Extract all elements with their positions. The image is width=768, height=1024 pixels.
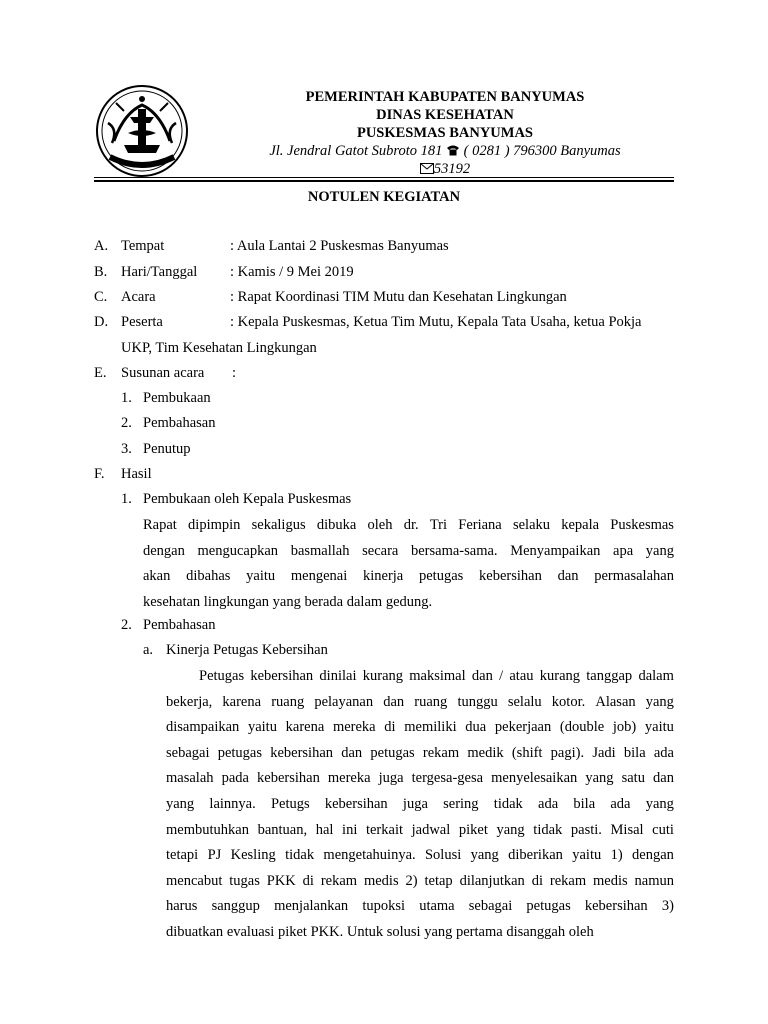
word: menjalankan	[274, 898, 349, 915]
word: mereka	[332, 719, 376, 736]
word: lainnya.	[209, 796, 256, 812]
word: sekaligus	[251, 517, 306, 533]
word: yang	[272, 593, 305, 610]
hasil-label: Hasil	[121, 466, 152, 482]
word: oleh	[367, 517, 393, 533]
word: akan	[143, 568, 171, 584]
letterhead-postcode-line	[250, 160, 640, 178]
info-value: : Kamis / 9 Mei 2019	[230, 264, 354, 280]
paragraph-line	[166, 717, 674, 737]
word: Puskesmas	[610, 517, 674, 533]
word: Rapat	[143, 517, 177, 533]
word: di	[531, 872, 543, 889]
info-value: : Kepala Puskesmas, Ketua Tim Mutu, Kepala Tata Usaha, ketua Pokja	[230, 314, 642, 330]
word: dr.	[403, 517, 419, 533]
susunan-item-1: Pembukaan	[143, 390, 211, 406]
info-letter: A.	[94, 238, 109, 254]
word: sanggup	[211, 898, 260, 915]
word: di	[384, 719, 396, 736]
word: terkait	[365, 821, 404, 838]
susunan-letter: E.	[94, 365, 107, 381]
word: pagi).	[550, 744, 585, 761]
hasil-letter: F.	[94, 466, 105, 482]
word: kebersihan	[257, 770, 320, 787]
word: yang	[496, 821, 525, 838]
letterhead-line-1: PEMERINTAH KABUPATEN BANYUMAS	[305, 89, 585, 105]
word: bila	[573, 796, 596, 812]
word: pertama	[456, 924, 507, 940]
paragraph-line	[166, 871, 674, 891]
word: bersama-sama.	[410, 542, 498, 559]
word: medis	[593, 872, 628, 889]
word: ruang	[414, 693, 448, 710]
word: petugas	[370, 744, 415, 761]
word: tidak	[533, 821, 563, 838]
word: tupoksi	[362, 898, 406, 915]
sub-a-letter: a.	[143, 642, 154, 658]
word: tunggu	[457, 693, 498, 710]
word: kurang	[362, 668, 403, 684]
word: atau	[509, 668, 534, 684]
letterhead-address-line	[250, 142, 640, 160]
word: namun	[634, 872, 674, 889]
word: kebersihan	[584, 898, 648, 915]
word: cuti	[652, 821, 674, 838]
word: Misal	[610, 821, 644, 838]
info-label: Tempat	[121, 238, 165, 254]
word: (double	[559, 719, 605, 736]
word: ada	[538, 796, 559, 812]
word: mengenai	[290, 568, 348, 584]
word: Kesling	[230, 847, 276, 864]
word: Solusi	[424, 847, 462, 864]
paragraph-line	[166, 896, 674, 916]
word: tanggap	[586, 668, 633, 684]
word: utama	[419, 898, 455, 915]
word: dibuatkan	[166, 924, 227, 940]
word: medik	[467, 744, 504, 761]
word: kebersihan	[324, 796, 388, 812]
word: dan	[383, 693, 405, 710]
word: sebagai	[166, 744, 210, 761]
word: ada	[610, 796, 631, 812]
word: bekerja,	[166, 693, 213, 710]
word: dalam	[638, 668, 674, 684]
word: petugas	[217, 744, 262, 761]
word: lingkungan	[203, 593, 273, 610]
word: berada	[304, 593, 347, 610]
word: kurang	[539, 668, 581, 684]
word: mengucapkan	[197, 542, 279, 559]
word: yang	[585, 770, 614, 787]
word: dan	[653, 770, 674, 787]
word: tergesa-gesa	[411, 770, 484, 787]
word: dan	[341, 744, 363, 761]
word: membutuhkan	[166, 821, 249, 838]
word: (shift	[511, 744, 543, 761]
susunan-item-2-number: 2.	[121, 415, 132, 431]
word: juga	[378, 770, 404, 787]
paragraph-line	[166, 922, 674, 942]
word: pekerjaan	[494, 719, 552, 736]
word: sebagai	[468, 898, 513, 915]
word: mengetahuinya.	[323, 847, 416, 864]
word: apa	[613, 542, 634, 559]
info-label: Acara	[121, 289, 156, 305]
word: mereka	[327, 770, 371, 787]
word: dan	[471, 668, 493, 684]
susunan-item-3: Penutup	[143, 441, 191, 457]
word: Petugas	[199, 668, 245, 684]
word: dua	[465, 719, 487, 736]
word: yaitu	[572, 847, 602, 864]
word: tugas	[229, 872, 260, 889]
word: pasti.	[570, 821, 602, 838]
paragraph-line	[166, 845, 674, 865]
paragraph-line	[143, 566, 674, 586]
info-value: : Rapat Koordinasi TIM Mutu dan Kesehatan Lingkungan	[230, 289, 567, 305]
word: evaluasi	[226, 924, 278, 940]
paragraph-line	[199, 666, 674, 686]
phone-text: ( 0281 ) 796300 Banyumas	[463, 143, 621, 159]
letterhead	[250, 88, 640, 178]
susunan-item-2: Pembahasan	[143, 415, 216, 431]
word: Petugs	[270, 796, 310, 812]
word: pelayanan	[314, 693, 374, 710]
word: juga	[402, 796, 428, 812]
sub-a-title: Kinerja Petugas Kebersihan	[166, 642, 328, 658]
word: yang	[470, 847, 499, 864]
word: tetap	[424, 872, 453, 889]
word: solusi	[386, 924, 425, 940]
info-letter: D.	[94, 314, 109, 330]
address-text: Jl. Jendral Gatot Subroto 181	[269, 143, 443, 159]
word: piket	[458, 821, 488, 838]
word: bantuan,	[257, 821, 308, 838]
document-title: NOTULEN KEGIATAN	[307, 189, 461, 205]
word: job)	[612, 719, 637, 736]
word: harus	[166, 898, 198, 915]
word: hal	[315, 821, 334, 838]
word: mencabut	[166, 872, 223, 889]
word: dengan	[632, 847, 674, 864]
word: ada	[653, 744, 674, 761]
word: permasalahan	[594, 568, 674, 584]
word: rekam	[549, 872, 587, 889]
word: yang	[645, 693, 674, 710]
susunan-label: Susunan acara	[121, 365, 205, 381]
word: sering	[443, 796, 479, 812]
word: /	[499, 668, 504, 684]
word: menyelesaikan	[491, 770, 578, 787]
word: Menyampaikan	[510, 542, 601, 559]
word: ruang	[271, 693, 305, 710]
letterhead-line-2: DINAS KESEHATAN	[376, 107, 514, 123]
word: karena	[222, 693, 262, 710]
info-label: Hari/Tanggal	[121, 264, 198, 280]
word: piket	[277, 924, 311, 940]
word: rekam	[320, 872, 358, 889]
word: karena	[285, 719, 325, 736]
word: selalu	[507, 693, 542, 710]
word: petugas	[418, 568, 464, 584]
word: kebersihan	[250, 668, 314, 684]
word: petugas	[526, 898, 571, 915]
word: 1)	[610, 847, 623, 864]
word: memiliki	[404, 719, 457, 736]
word: disampaikan	[166, 719, 240, 736]
info-value: : Aula Lantai 2 Puskesmas Banyumas	[230, 238, 449, 254]
word: dipimpin	[188, 517, 241, 533]
word: kotor.	[551, 693, 586, 710]
phone-icon	[446, 144, 460, 156]
susunan-item-1-number: 1.	[121, 390, 132, 406]
word: PKK.	[310, 924, 347, 940]
word: diberikan	[508, 847, 563, 864]
word: dan	[557, 568, 579, 584]
word: Feriana	[458, 517, 502, 533]
word: tetapi	[166, 847, 199, 864]
word: selaku	[512, 517, 551, 533]
word: masalah	[166, 770, 214, 787]
paragraph-line	[143, 592, 674, 612]
banyumas-seal-logo	[94, 83, 190, 179]
peserta-continuation: UKP, Tim Kesehatan Lingkungan	[121, 340, 317, 356]
word: ini	[342, 821, 358, 838]
word: Jadi	[592, 744, 616, 761]
word: dengan	[143, 542, 185, 559]
paragraph-line	[166, 743, 674, 763]
susunan-item-3-number: 3.	[121, 441, 132, 457]
word: disanggah	[506, 924, 569, 940]
paragraph-line	[143, 515, 674, 535]
word: kesehatan	[143, 593, 204, 610]
paragraph-line	[166, 692, 674, 712]
word: di	[302, 872, 314, 889]
word: pada	[221, 770, 249, 787]
mail-icon	[420, 163, 434, 174]
hasil-item-2-title: Pembahasan	[143, 617, 216, 633]
word: yaitu	[246, 568, 276, 584]
hasil-item-2-number: 2.	[121, 617, 132, 633]
word: basmallah	[290, 542, 350, 559]
word: Untuk	[346, 924, 387, 940]
word: dalam	[346, 593, 386, 610]
word: dibuka	[316, 517, 357, 533]
info-letter: B.	[94, 264, 108, 280]
word: medis	[363, 872, 399, 889]
letterhead-rule-thin	[94, 177, 674, 178]
word: yaitu	[247, 719, 277, 736]
word: yang	[166, 796, 195, 812]
word: kinerja	[362, 568, 404, 584]
word: Tri	[429, 517, 448, 533]
info-label: Peserta	[121, 314, 163, 330]
word: 2)	[405, 872, 418, 889]
letterhead-rule-thick	[94, 180, 674, 182]
paragraph-line	[166, 794, 674, 814]
word: tidak	[285, 847, 315, 864]
word: gedung.	[385, 593, 433, 610]
word: kebersihan	[270, 744, 334, 761]
susunan-colon: :	[232, 365, 237, 381]
word: 3)	[661, 898, 674, 915]
letterhead-line-3: PUSKESMAS BANYUMAS	[356, 125, 534, 141]
word: jadwal	[411, 821, 451, 838]
word: PKK	[266, 872, 296, 889]
paragraph-line	[166, 820, 674, 840]
info-letter: C.	[94, 289, 108, 305]
paragraph-line	[143, 541, 674, 561]
hasil-item-1-number: 1.	[121, 491, 132, 507]
hasil-item-1-title: Pembukaan oleh Kepala Puskesmas	[143, 491, 352, 507]
word: bila	[623, 744, 646, 761]
word: satu	[621, 770, 645, 787]
paragraph-line	[166, 768, 674, 788]
postcode-text: 53192	[433, 161, 471, 177]
word: dinilai	[319, 668, 357, 684]
word: yang	[424, 924, 456, 940]
word: dibahas	[186, 568, 231, 584]
word: rekam	[422, 744, 460, 761]
word: tidak	[493, 796, 523, 812]
word: oleh	[568, 924, 594, 940]
word: secara	[362, 542, 399, 559]
word: kebersihan	[479, 568, 542, 584]
word: maksimal	[409, 668, 466, 684]
word: PJ	[207, 847, 222, 864]
word: yaitu	[644, 719, 674, 736]
word: yang	[645, 542, 674, 559]
word: yang	[645, 796, 674, 812]
word: dilanjutkan	[459, 872, 525, 889]
word: kepala	[561, 517, 600, 533]
word: Alasan	[595, 693, 636, 710]
